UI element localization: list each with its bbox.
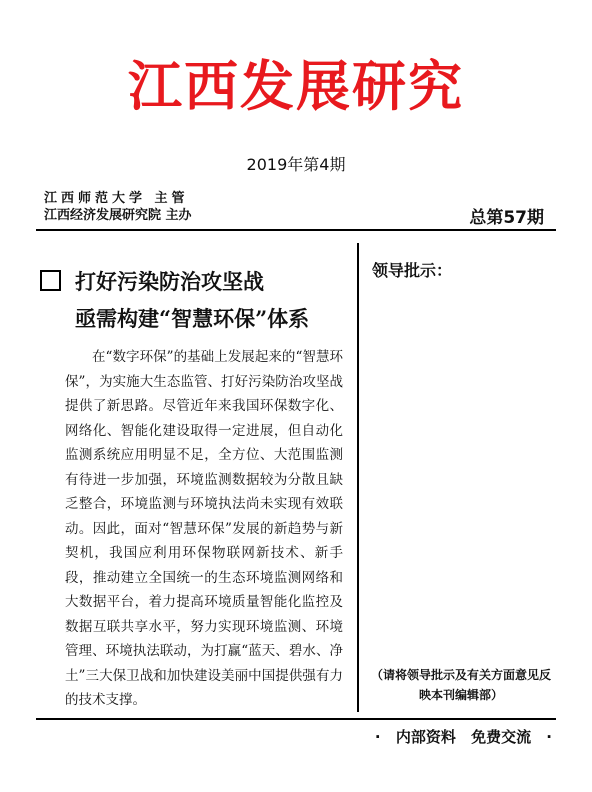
article-title-line-2: 亟需构建“智慧环保”体系 [75, 306, 310, 331]
sponsor-line-1: 江西师范大学 主管 [44, 191, 189, 206]
sponsor-line-2: 江西经济发展研究院 主办 [44, 208, 192, 223]
article-body: 在“数字环保”的基础上发展起来的“智慧环保”，为实施大生态监管、打好污染防治攻坚战提供了新思路。尽管近年来我国环保数字化、网络化、智能化建设取得一定进展，但自动化监测系统应用明显不足，全方位、大范围监测有待进一步加强，环境监测数据较为分散且缺乏整合，环境监测与环境执法尚未实现有效联动。因此，面对“智慧环保”发展的新趋势与新契机，我国应利用环保物联网新技术、新手段，推动建立全国统一的生态环境监测网络和大数据平台，着力提高环境质量智能化监控及数据互联共享水平，努力实现环境监测、环境管理、环境执法联动，为打赢“蓝天、碧水、净土”三大保卫战和加快建设美丽中国提供强有力的技术支撑。 [65, 349, 343, 708]
top-divider [36, 229, 556, 231]
article-title-line-1 [40, 266, 264, 296]
feedback-note: （请将领导批示及有关方面意见反映本刊编辑部） [370, 668, 551, 702]
bottom-divider [36, 718, 556, 720]
column-divider [357, 243, 359, 712]
masthead-title: 江西发展研究 [128, 55, 464, 118]
serial-number: 总第57期 [469, 208, 544, 228]
article-title-text: 打好污染防治攻坚战 [75, 269, 264, 294]
checkbox-icon [40, 270, 61, 291]
leader-instructions-label: 领导批示： [372, 261, 453, 280]
footer-tagline: · 内部资料 免费交流 · [374, 728, 552, 746]
issue-number: 2019年第4期 [246, 155, 346, 174]
